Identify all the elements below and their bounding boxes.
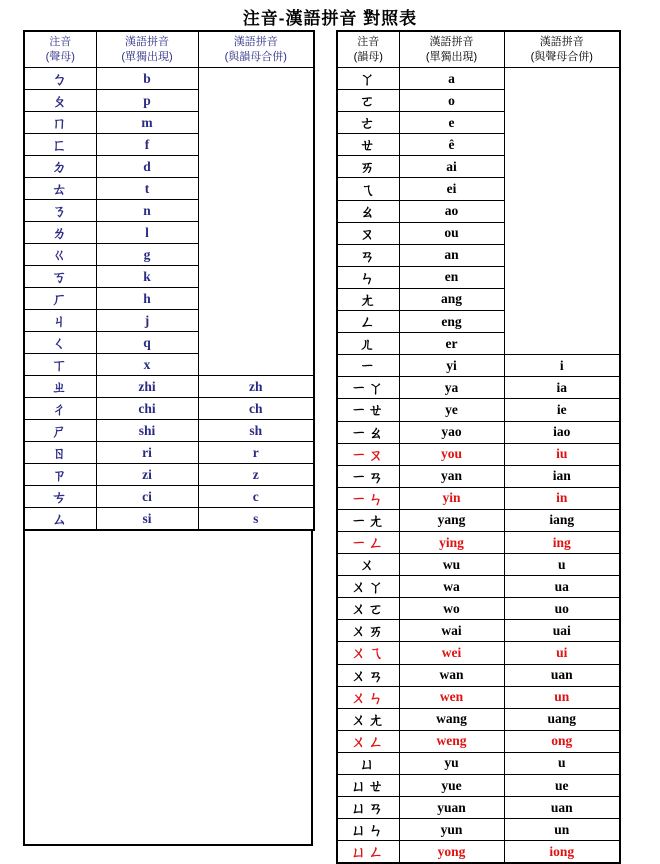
pinyin-combined-cell: s [198, 508, 314, 531]
pinyin-alone-cell: ci [96, 486, 198, 508]
empty-area [23, 530, 313, 846]
header-line: (單獨出現) [121, 50, 173, 63]
header-line: (聲母) [45, 50, 75, 63]
pinyin-alone-cell: you [399, 443, 504, 465]
pinyin-combined-cell: ian [504, 465, 620, 487]
pinyin-alone-cell: ê [399, 134, 504, 156]
table-row [24, 442, 314, 464]
finals-section [336, 30, 619, 864]
pinyin-alone-cell: ya [399, 377, 504, 399]
zhuyin-cell: ㄤ [337, 288, 399, 310]
pinyin-combined-cell: sh [198, 420, 314, 442]
pinyin-alone-cell: wai [399, 620, 504, 642]
zhuyin-cell: ㄦ [337, 333, 399, 355]
zhuyin-cell: ㄧㄚ [337, 377, 399, 399]
table-row [337, 443, 620, 465]
header-pinyin-alone [96, 31, 198, 68]
finals-table [336, 30, 621, 864]
pinyin-combined-cell: i [504, 355, 620, 377]
pinyin-alone-cell: ao [399, 200, 504, 222]
pinyin-alone-cell: wen [399, 686, 504, 708]
zhuyin-cell: ㄨㄟ [337, 642, 399, 664]
pinyin-alone-cell: wo [399, 598, 504, 620]
pinyin-alone-cell: yue [399, 775, 504, 797]
zhuyin-cell: ㄟ [337, 178, 399, 200]
pinyin-alone-cell: an [399, 244, 504, 266]
zhuyin-cell: ㄨㄢ [337, 664, 399, 686]
pinyin-alone-cell: b [96, 68, 198, 90]
pinyin-alone-cell: x [96, 354, 198, 376]
pinyin-alone-cell: yi [399, 355, 504, 377]
table-row [337, 708, 620, 730]
zhuyin-cell: ㄅ [24, 68, 96, 90]
pinyin-alone-cell: ying [399, 531, 504, 553]
zhuyin-cell: ㄔ [24, 398, 96, 420]
pinyin-alone-cell: shi [96, 420, 198, 442]
zhuyin-cell: ㄧㄥ [337, 531, 399, 553]
table-row [337, 730, 620, 752]
merged-empty-cell [198, 68, 314, 376]
pinyin-alone-cell: en [399, 266, 504, 288]
pinyin-alone-cell: p [96, 90, 198, 112]
pinyin-combined-cell: iong [504, 841, 620, 864]
pinyin-alone-cell: g [96, 244, 198, 266]
pinyin-alone-cell: chi [96, 398, 198, 420]
initials-table [23, 30, 315, 531]
pinyin-alone-cell: eng [399, 311, 504, 333]
pinyin-combined-cell: z [198, 464, 314, 486]
header-zhuyin-initials [24, 31, 96, 68]
zhuyin-cell: ㄠ [337, 200, 399, 222]
pinyin-alone-cell: ai [399, 156, 504, 178]
zhuyin-cell: ㄨㄥ [337, 730, 399, 752]
zhuyin-cell: ㄎ [24, 266, 96, 288]
pinyin-alone-cell: m [96, 112, 198, 134]
zhuyin-cell: ㄧㄢ [337, 465, 399, 487]
pinyin-combined-cell: ing [504, 531, 620, 553]
table-row [24, 464, 314, 486]
zhuyin-cell: ㄇ [24, 112, 96, 134]
zhuyin-cell: ㄩㄥ [337, 841, 399, 864]
table-row [337, 819, 620, 841]
pinyin-combined-cell: ong [504, 730, 620, 752]
pinyin-alone-cell: f [96, 134, 198, 156]
pinyin-combined-cell: ua [504, 576, 620, 598]
header-pinyin-alone [399, 31, 504, 68]
pinyin-alone-cell: yao [399, 421, 504, 443]
pinyin-alone-cell: o [399, 90, 504, 112]
pinyin-combined-cell: ch [198, 398, 314, 420]
zhuyin-cell: ㄛ [337, 90, 399, 112]
zhuyin-cell: ㄍ [24, 244, 96, 266]
pinyin-alone-cell: yin [399, 487, 504, 509]
zhuyin-cell: ㄨㄞ [337, 620, 399, 642]
zhuyin-cell: ㄏ [24, 288, 96, 310]
header-line: 注音 [357, 36, 380, 49]
pinyin-combined-cell: ue [504, 775, 620, 797]
table-row [337, 399, 620, 421]
pinyin-combined-cell: ia [504, 377, 620, 399]
pinyin-alone-cell: yong [399, 841, 504, 864]
table-row [337, 775, 620, 797]
pinyin-alone-cell: yang [399, 509, 504, 531]
zhuyin-cell: ㄈ [24, 134, 96, 156]
page-title: 注音-漢語拼音 對照表 [242, 9, 418, 28]
pinyin-combined-cell: zh [198, 376, 314, 398]
initials-section [23, 30, 313, 846]
table-row [24, 68, 314, 90]
table-row [337, 598, 620, 620]
header-line: 漢語拼音 [233, 36, 278, 49]
zhuyin-cell: ㄣ [337, 266, 399, 288]
pinyin-alone-cell: t [96, 178, 198, 200]
pinyin-alone-cell: wa [399, 576, 504, 598]
pinyin-alone-cell: ang [399, 288, 504, 310]
pinyin-alone-cell: yan [399, 465, 504, 487]
table-row [337, 576, 620, 598]
zhuyin-cell: ㄕ [24, 420, 96, 442]
pinyin-alone-cell: ye [399, 399, 504, 421]
header-line: 漢語拼音 [429, 36, 474, 49]
zhuyin-cell: ㄌ [24, 222, 96, 244]
pinyin-combined-cell: iu [504, 443, 620, 465]
zhuyin-cell: ㄩ [337, 752, 399, 774]
pinyin-combined-cell: uai [504, 620, 620, 642]
zhuyin-cell: ㄨㄚ [337, 576, 399, 598]
header-row [337, 31, 620, 68]
zhuyin-cell: ㄗ [24, 464, 96, 486]
pinyin-alone-cell: wei [399, 642, 504, 664]
pinyin-alone-cell: ou [399, 222, 504, 244]
pinyin-alone-cell: k [96, 266, 198, 288]
zhuyin-cell: ㄩㄝ [337, 775, 399, 797]
table-row [337, 642, 620, 664]
pinyin-alone-cell: d [96, 156, 198, 178]
pinyin-alone-cell: yun [399, 819, 504, 841]
pinyin-alone-cell: er [399, 333, 504, 355]
pinyin-combined-cell: uan [504, 664, 620, 686]
pinyin-alone-cell: ei [399, 178, 504, 200]
zhuyin-cell: ㄉ [24, 156, 96, 178]
pinyin-alone-cell: yu [399, 752, 504, 774]
table-row [337, 664, 620, 686]
pinyin-alone-cell: j [96, 310, 198, 332]
zhuyin-cell: ㄨㄤ [337, 708, 399, 730]
table-row [337, 531, 620, 553]
pinyin-alone-cell: weng [399, 730, 504, 752]
zhuyin-cell: ㄢ [337, 244, 399, 266]
zhuyin-cell: ㄖ [24, 442, 96, 464]
zhuyin-cell: ㄧㄠ [337, 421, 399, 443]
zhuyin-cell: ㄧㄝ [337, 399, 399, 421]
zhuyin-cell: ㄑ [24, 332, 96, 354]
table-row [24, 376, 314, 398]
pinyin-alone-cell: a [399, 68, 504, 90]
pinyin-combined-cell: iang [504, 509, 620, 531]
zhuyin-cell: ㄓ [24, 376, 96, 398]
pinyin-combined-cell: r [198, 442, 314, 464]
pinyin-alone-cell: yuan [399, 797, 504, 819]
pinyin-combined-cell: uang [504, 708, 620, 730]
table-row [337, 487, 620, 509]
header-line: (單獨出現) [425, 50, 478, 63]
header-line: 注音 [49, 36, 72, 49]
pinyin-alone-cell: wang [399, 708, 504, 730]
pinyin-combined-cell: ui [504, 642, 620, 664]
zhuyin-cell: ㄜ [337, 112, 399, 134]
pinyin-combined-cell: uan [504, 797, 620, 819]
table-row [337, 509, 620, 531]
zhuyin-cell: ㄨㄛ [337, 598, 399, 620]
table-row [337, 797, 620, 819]
pinyin-combined-cell: in [504, 487, 620, 509]
pinyin-combined-cell: uo [504, 598, 620, 620]
pinyin-combined-cell: u [504, 752, 620, 774]
zhuyin-cell: ㄧ [337, 355, 399, 377]
zhuyin-cell: ㄊ [24, 178, 96, 200]
zhuyin-cell: ㄩㄢ [337, 797, 399, 819]
zhuyin-cell: ㄚ [337, 68, 399, 90]
header-line: (與韻母合併) [224, 50, 287, 63]
header-line: (韻母) [353, 50, 383, 63]
header-line: 漢語拼音 [539, 36, 584, 49]
pinyin-alone-cell: ri [96, 442, 198, 464]
pinyin-combined-cell: u [504, 554, 620, 576]
pinyin-alone-cell: l [96, 222, 198, 244]
pinyin-alone-cell: si [96, 508, 198, 531]
pinyin-combined-cell: ie [504, 399, 620, 421]
table-row [337, 686, 620, 708]
zhuyin-cell: ㄒ [24, 354, 96, 376]
zhuyin-cell: ㄋ [24, 200, 96, 222]
pinyin-alone-cell: h [96, 288, 198, 310]
zhuyin-cell: ㄨ [337, 554, 399, 576]
zhuyin-cell: ㄐ [24, 310, 96, 332]
table-row [337, 68, 620, 90]
zhuyin-cell: ㄨㄣ [337, 686, 399, 708]
zhuyin-cell: ㄡ [337, 222, 399, 244]
pinyin-alone-cell: wu [399, 554, 504, 576]
table-row [337, 465, 620, 487]
table-row [337, 841, 620, 864]
pinyin-combined-cell: iao [504, 421, 620, 443]
table-row [337, 752, 620, 774]
zhuyin-cell: ㄝ [337, 134, 399, 156]
table-row [337, 355, 620, 377]
header-line: (與聲母合併) [530, 50, 593, 63]
merged-empty-cell [504, 68, 620, 355]
header-row [24, 31, 314, 68]
pinyin-alone-cell: zi [96, 464, 198, 486]
header-pinyin-combined [504, 31, 620, 68]
zhuyin-cell: ㄆ [24, 90, 96, 112]
zhuyin-cell: ㄙ [24, 508, 96, 531]
zhuyin-cell: ㄩㄣ [337, 819, 399, 841]
table-row [24, 486, 314, 508]
pinyin-alone-cell: wan [399, 664, 504, 686]
table-row [337, 554, 620, 576]
table-row [337, 620, 620, 642]
table-row [24, 508, 314, 531]
pinyin-combined-cell: un [504, 686, 620, 708]
table-row [337, 377, 620, 399]
pinyin-alone-cell: n [96, 200, 198, 222]
header-line: 漢語拼音 [125, 36, 169, 49]
zhuyin-cell: ㄥ [337, 311, 399, 333]
zhuyin-cell: ㄧㄡ [337, 443, 399, 465]
table-row [24, 398, 314, 420]
zhuyin-cell: ㄧㄣ [337, 487, 399, 509]
table-row [24, 420, 314, 442]
zhuyin-cell: ㄧㄤ [337, 509, 399, 531]
pinyin-alone-cell: zhi [96, 376, 198, 398]
pinyin-combined-cell: un [504, 819, 620, 841]
pinyin-alone-cell: e [399, 112, 504, 134]
zhuyin-cell: ㄞ [337, 156, 399, 178]
pinyin-alone-cell: q [96, 332, 198, 354]
header-zhuyin-finals [337, 31, 399, 68]
table-row [337, 421, 620, 443]
header-pinyin-combined [198, 31, 314, 68]
zhuyin-cell: ㄘ [24, 486, 96, 508]
pinyin-combined-cell: c [198, 486, 314, 508]
